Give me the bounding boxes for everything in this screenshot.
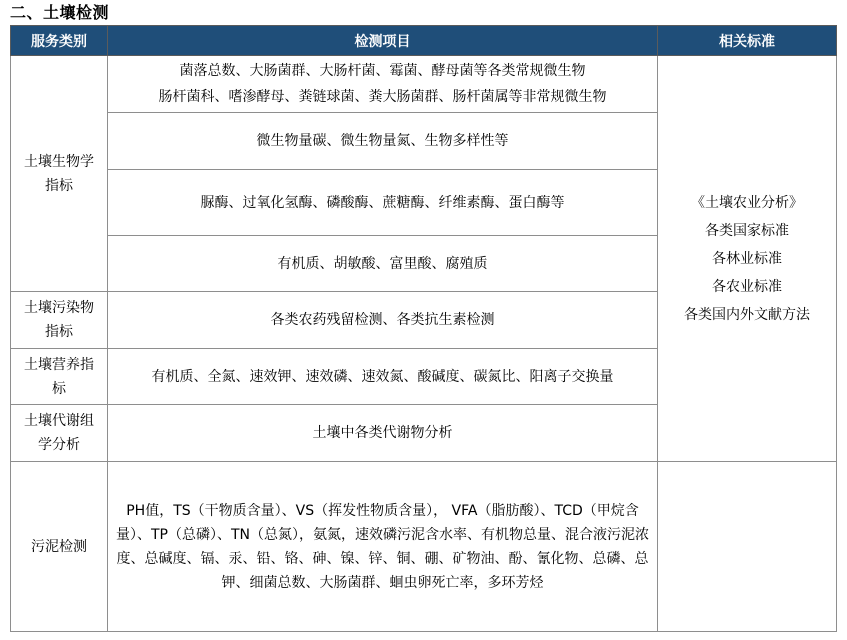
category-soil-nutrition xyxy=(11,349,108,405)
standard-item: 各类国家标准 xyxy=(705,222,789,239)
category-soil-pollutants-text: 土壤污染物 指标 xyxy=(24,300,94,340)
item-sludge: PH值，TS（干物质含量）、VS（挥发性物质含量）， VFA（脂肪酸）、TCD（甲烷含量）、TP（总磷）、TN（总氮），氨氮，速效磷污泥含水率、有机物总量、混合液污泥浓度、总碱度、镉、汞、铅、铬、砷、镍、锌、铜、硼、矿物油、酚、氰化物、总磷、总钾、细菌总数、大肠菌群、蛔虫卵死亡率，多环芳烃 xyxy=(108,462,658,632)
table-header-row xyxy=(11,26,837,56)
category-soil-biology xyxy=(11,56,108,292)
table-row xyxy=(11,462,837,632)
item-nutrients: 有机质、全氮、速效钾、速效磷、速效氮、酸碱度、碳氮比、阳离子交换量 xyxy=(108,349,658,405)
standard-item: 各类国内外文献方法 xyxy=(684,306,810,323)
section-heading: 二、土壤检测 xyxy=(10,3,110,22)
item-microbes-line2: 肠杆菌科、嗜渗酵母、粪链球菌、粪大肠菌群、肠杆菌属等非常规微生物 xyxy=(158,89,607,105)
item-microbes-line1: 菌落总数、大肠菌群、大肠杆菌、霉菌、酵母菌等各类常规微生物 xyxy=(179,63,586,79)
item-pesticide-residue: 各类农药残留检测、各类抗生素检测 xyxy=(108,292,658,349)
header-service-category: 服务类别 xyxy=(11,26,108,56)
header-test-items: 检测项目 xyxy=(108,26,658,56)
standard-item: 各林业标准 xyxy=(712,250,782,267)
category-soil-metabolomics-text: 土壤代谢组 学分析 xyxy=(24,413,94,453)
item-metabolites: 土壤中各类代谢物分析 xyxy=(108,405,658,462)
item-microbial-biomass: 微生物量碳、微生物量氮、生物多样性等 xyxy=(108,113,658,170)
header-related-standard: 相关标准 xyxy=(658,26,837,56)
soil-testing-table xyxy=(10,25,837,632)
standard-item: 各农业标准 xyxy=(712,278,782,295)
category-soil-biology-text: 土壤生物学 指标 xyxy=(24,153,94,194)
category-soil-nutrition-text: 土壤营养指 标 xyxy=(24,356,94,397)
item-microbes xyxy=(108,56,658,113)
related-standards-cell xyxy=(658,56,837,462)
category-soil-pollutants xyxy=(11,292,108,349)
standard-item: 《土壤农业分析》 xyxy=(691,194,803,211)
table-row xyxy=(11,56,837,113)
category-sludge-testing: 污泥检测 xyxy=(11,462,108,632)
item-enzymes: 脲酶、过氧化氢酶、磷酸酶、蔗糖酶、纤维素酶、蛋白酶等 xyxy=(108,170,658,236)
item-organic-matter: 有机质、胡敏酸、富里酸、腐殖质 xyxy=(108,236,658,292)
sludge-standard-cell xyxy=(658,462,837,632)
category-soil-metabolomics xyxy=(11,405,108,462)
